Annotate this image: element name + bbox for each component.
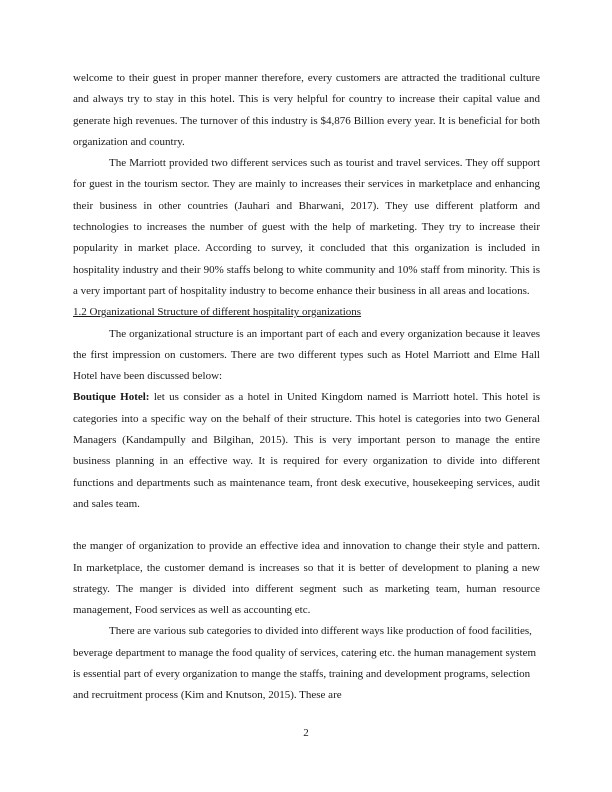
page-number: 2 [303,727,309,739]
paragraph-boutique-hotel [73,387,540,515]
boutique-hotel-label: Boutique Hotel: [73,391,150,404]
paragraph-sub-categories: There are various sub categories to divided into different ways like production of food facilities, beverage department to manage the food quality of services, catering etc. the human management system is essential part of every organization to mange the staffs, training and development programs, selection and recruitment process (Kim and Knutson, 2015). These are [73,625,537,702]
body-text [73,68,540,707]
paragraph-culture-revenue: welcome to their guest in proper manner therefore, every customers are attracted the traditional culture and always try to stay in this hotel. This is very helpful for country to increase their capital value and generate high revenues. The turnover of this industry is $4,876 Billion every year. It is beneficial for both organization and country. [73,72,540,148]
section-heading: 1.2 Organizational Structure of different hospitality organizations [73,306,362,319]
paragraph-marriott-services: The Marriott provided two different services such as tourist and travel services. They off support for guest in the tourism sector. They are mainly to increases their services in marketplace and enhancing their business in other countries (Jauhari and Bharwani, 2017). They use different platform and technologies to increases the number of guest with the help of marketing. They try to increase their popularity in market place. According to survey, it concluded that this organization is included in hospitality industry and their 90% staffs belong to white community and 10% staff from minority. This is a very important part of hospitality industry to become enhance their business in all areas and locations. [73,157,540,297]
boutique-hotel-text: let us consider as a hotel in United Kingdom named is Marriott hotel. This hotel is categories into a specific way on the behalf of their structure. This hotel is categories into two General Managers (Kandampully and Bilgihan, 2015). This is very important person to manage the entire business planning in an effective way. It is required for every organization to divide into different functions and departments such as maintenance team, front desk executive, housekeeping services, audit and sales team. [73,391,540,510]
paragraph-manager-innovation: the manger of organization to provide an effective idea and innovation to change their style and pattern. In marketplace, the customer demand is increases so that it is better of development to planing a new strategy. The manger is divided into different segment such as marketing team, human resource management, Food services as well as accounting etc. [73,540,540,617]
paragraph-organizational-structure: The organizational structure is an important part of each and every organization because it leaves the first impression on customers. There are two different types such as Hotel Marriott and Elme Hall Hotel have been discussed below: [73,327,540,383]
